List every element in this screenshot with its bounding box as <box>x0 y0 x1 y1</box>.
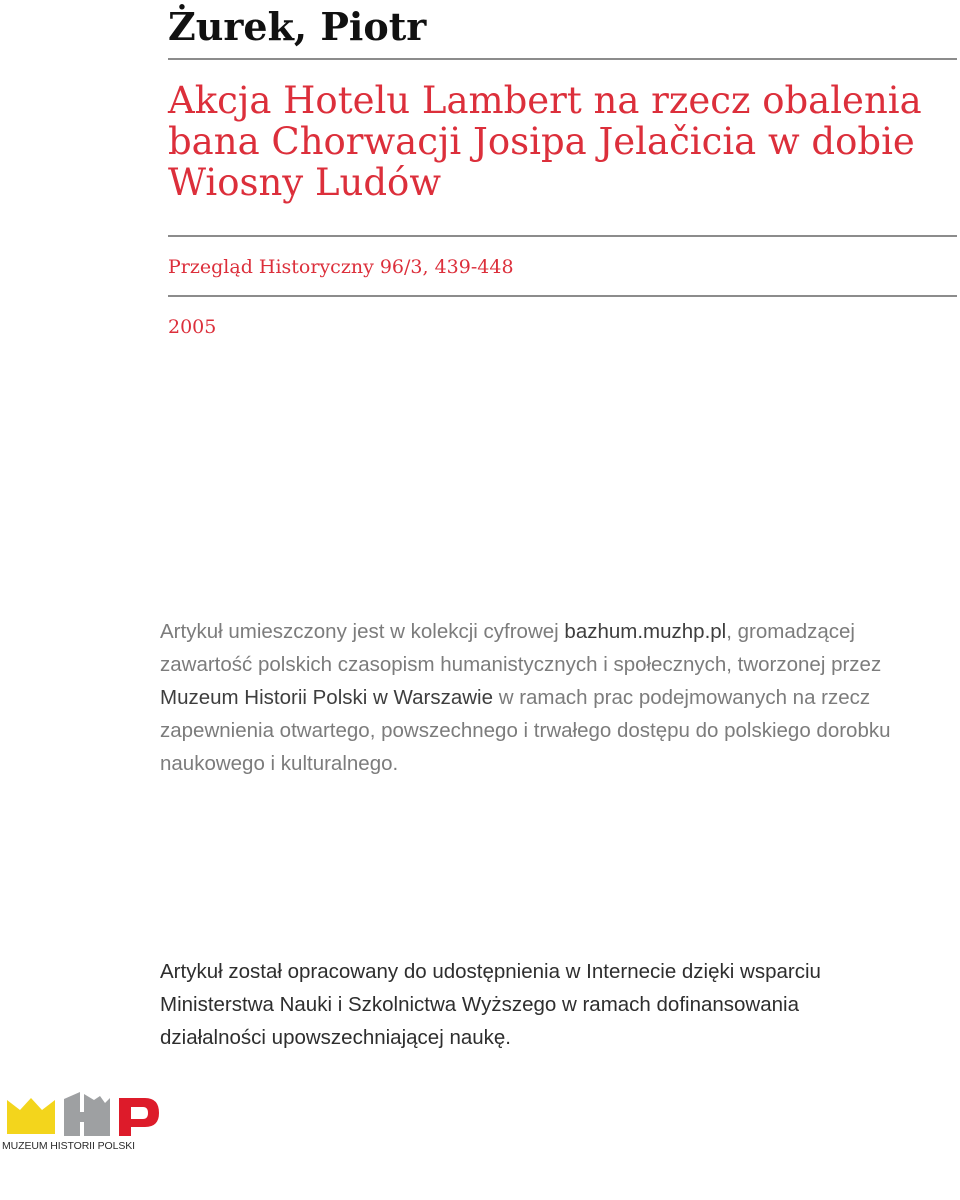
museum-name: Muzeum Historii Polski w Warszawie <box>160 686 493 709</box>
museum-logo-caption: MUZEUM HISTORII POLSKI <box>2 1140 135 1152</box>
funding-note: Artykuł został opracowany do udostępnienia w Internecie dzięki wsparciu Ministerstwa Nauki i Szkolnictwa Wyższego w ramach dofinansowania działalności upowszechniającej naukę. <box>160 960 821 1049</box>
top-divider <box>168 58 957 60</box>
article-title: Akcja Hotelu Lambert na rzecz obalenia bana Chorwacji Josipa Jelačicia w dobie Wiosny Ludów <box>168 79 922 204</box>
publication-year: 2005 <box>168 316 217 338</box>
collection-note-middle: , gromadzącej zawartość polskich czasopism humanistycznych i społecznych, tworzonej przez <box>160 620 882 676</box>
collection-note <box>160 615 900 780</box>
logo-p-shape <box>119 1098 159 1136</box>
journal-citation: Przegląd Historyczny 96/3, 439-448 <box>168 256 514 278</box>
logo-m-shape <box>7 1098 55 1134</box>
logo-p-icon <box>119 1098 159 1136</box>
collection-note-end: w ramach prac podejmowanych na rzecz zapewnienia otwartego, powszechnego i trwałego dostępu do polskiego dorobku naukowego i kulturalnego. <box>160 686 891 775</box>
logo-h-wing-left <box>64 1092 80 1136</box>
title-divider <box>168 235 957 237</box>
logo-h-wing-right <box>84 1094 110 1136</box>
logo-m-icon <box>7 1098 55 1134</box>
collection-note-intro: Artykuł umieszczony jest w kolekcji cyfrowej <box>160 620 565 643</box>
citation-divider <box>168 295 957 297</box>
museum-logo-mark <box>2 1090 160 1142</box>
bazhum-site-link[interactable]: bazhum.muzhp.pl <box>564 620 727 643</box>
logo-h-crossbar <box>78 1112 86 1122</box>
logo-h-icon <box>64 1092 110 1136</box>
author-name: Żurek, Piotr <box>168 4 427 49</box>
